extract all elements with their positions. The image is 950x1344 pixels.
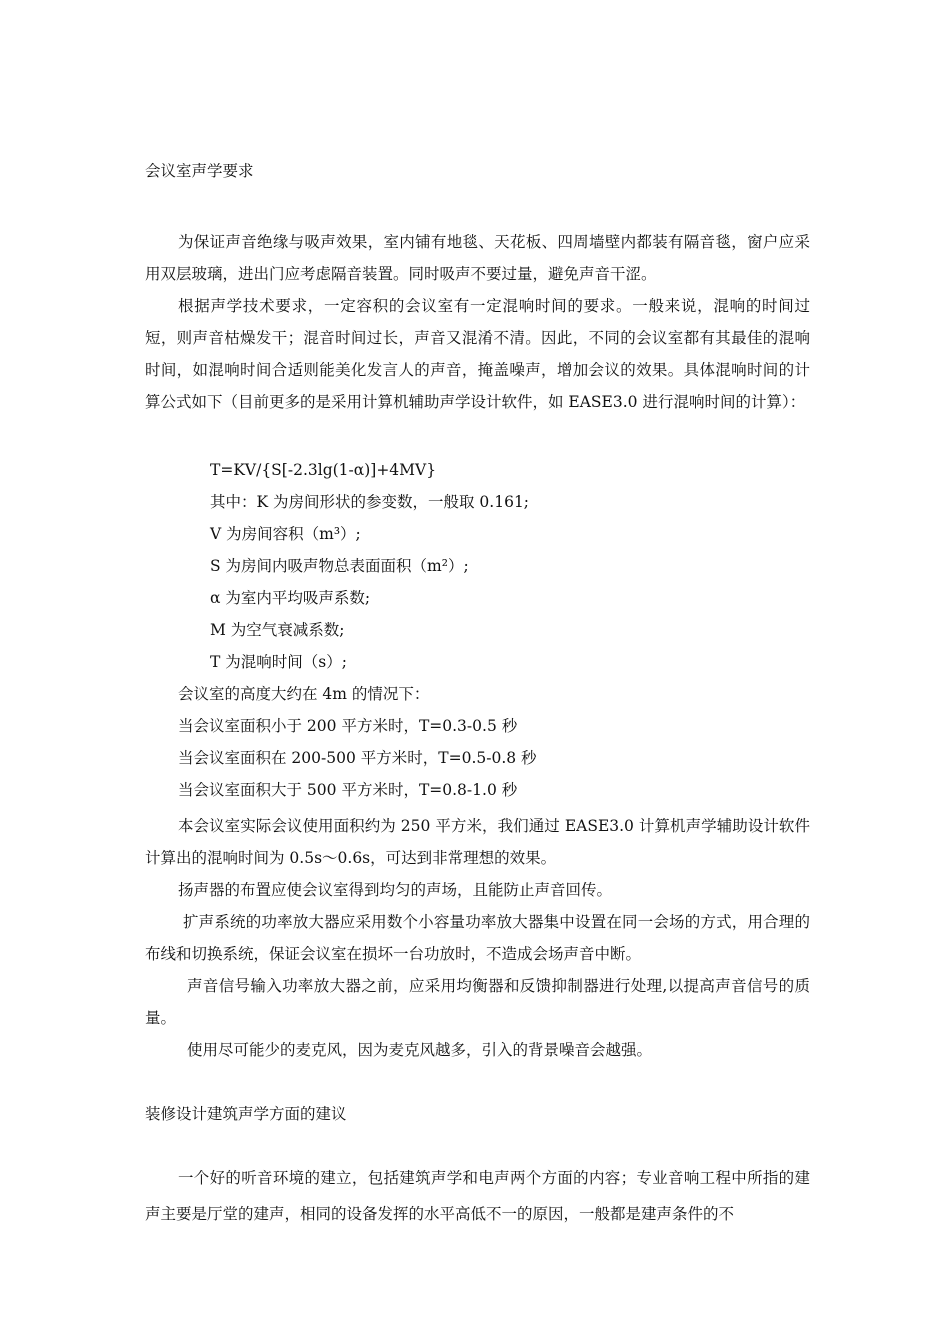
paragraph-power-amplifiers: 扩声系统的功率放大器应采用数个小容量功率放大器集中设置在同一会场的方式，用合理的布线和切换系统，保证会议室在损坏一台功放时，不造成会场声音中断。 bbox=[145, 913, 810, 963]
section-title-decoration-advice: 装修设计建筑声学方面的建议 bbox=[145, 1105, 347, 1123]
reverberation-rule: 当会议室面积在 200-500 平方米时，T=0.5-0.8 秒 bbox=[178, 749, 537, 767]
formula-definition: S 为房间内吸声物总表面面积（m²）; bbox=[210, 557, 469, 575]
paragraph-listening-environment: 一个好的听音环境的建立，包括建筑声学和电声两个方面的内容；专业音响工程中所指的建声主要是厅堂的建声，相同的设备发挥的水平高低不一的原因，一般都是建声条件的不 bbox=[145, 1169, 810, 1223]
height-condition-note: 会议室的高度大约在 4m 的情况下： bbox=[178, 685, 430, 703]
reverberation-formula: T=KV/{S[-2.3lg(1-α)]+4MV} bbox=[210, 461, 437, 479]
formula-definition: T 为混响时间（s）; bbox=[210, 653, 347, 671]
paragraph-reverberation-requirements: 根据声学技术要求，一定容积的会议室有一定混响时间的要求。一般来说，混响的时间过短，则声音枯燥发干；混音时间过长，声音又混淆不清。因此，不同的会议室都有其最佳的混响时间，如混响时间合适则能美化发言人的声音，掩盖噪声，增加会议的效果。具体混响时间的计算公式如下（目前更多的是采用计算机辅助声学设计软件，如 EASE3.0 进行混响时间的计算）： bbox=[145, 297, 810, 411]
formula-definition: M 为空气衰减系数; bbox=[210, 621, 345, 639]
paragraph-microphones: 使用尽可能少的麦克风，因为麦克风越多，引入的背景噪音会越强。 bbox=[187, 1041, 653, 1059]
reverberation-rule: 当会议室面积小于 200 平方米时，T=0.3-0.5 秒 bbox=[178, 717, 518, 735]
paragraph-sound-insulation: 为保证声音绝缘与吸声效果，室内铺有地毯、天花板、四周墙壁内都装有隔音毯，窗户应采用双层玻璃，进出门应考虑隔音装置。同时吸声不要过量，避免声音干涩。 bbox=[145, 233, 810, 283]
reverberation-rule: 当会议室面积大于 500 平方米时，T=0.8-1.0 秒 bbox=[178, 781, 518, 799]
formula-definition: α 为室内平均吸声系数; bbox=[210, 589, 371, 607]
paragraph-speaker-layout: 扬声器的布置应使会议室得到均匀的声场，且能防止声音回传。 bbox=[178, 881, 613, 899]
formula-definition: 其中：K 为房间形状的参变数，一般取 0.161; bbox=[210, 493, 530, 511]
section-title-conference-acoustics: 会议室声学要求 bbox=[145, 162, 254, 180]
paragraph-actual-area: 本会议室实际会议使用面积约为 250 平方米，我们通过 EASE3.0 计算机声学辅助设计软件计算出的混响时间为 0.5s～0.6s，可达到非常理想的效果。 bbox=[145, 817, 810, 867]
formula-definition: V 为房间容积（m³）; bbox=[210, 525, 361, 543]
paragraph-signal-processing: 声音信号输入功率放大器之前，应采用均衡器和反馈抑制器进行处理,以提高声音信号的质量。 bbox=[145, 977, 810, 1027]
